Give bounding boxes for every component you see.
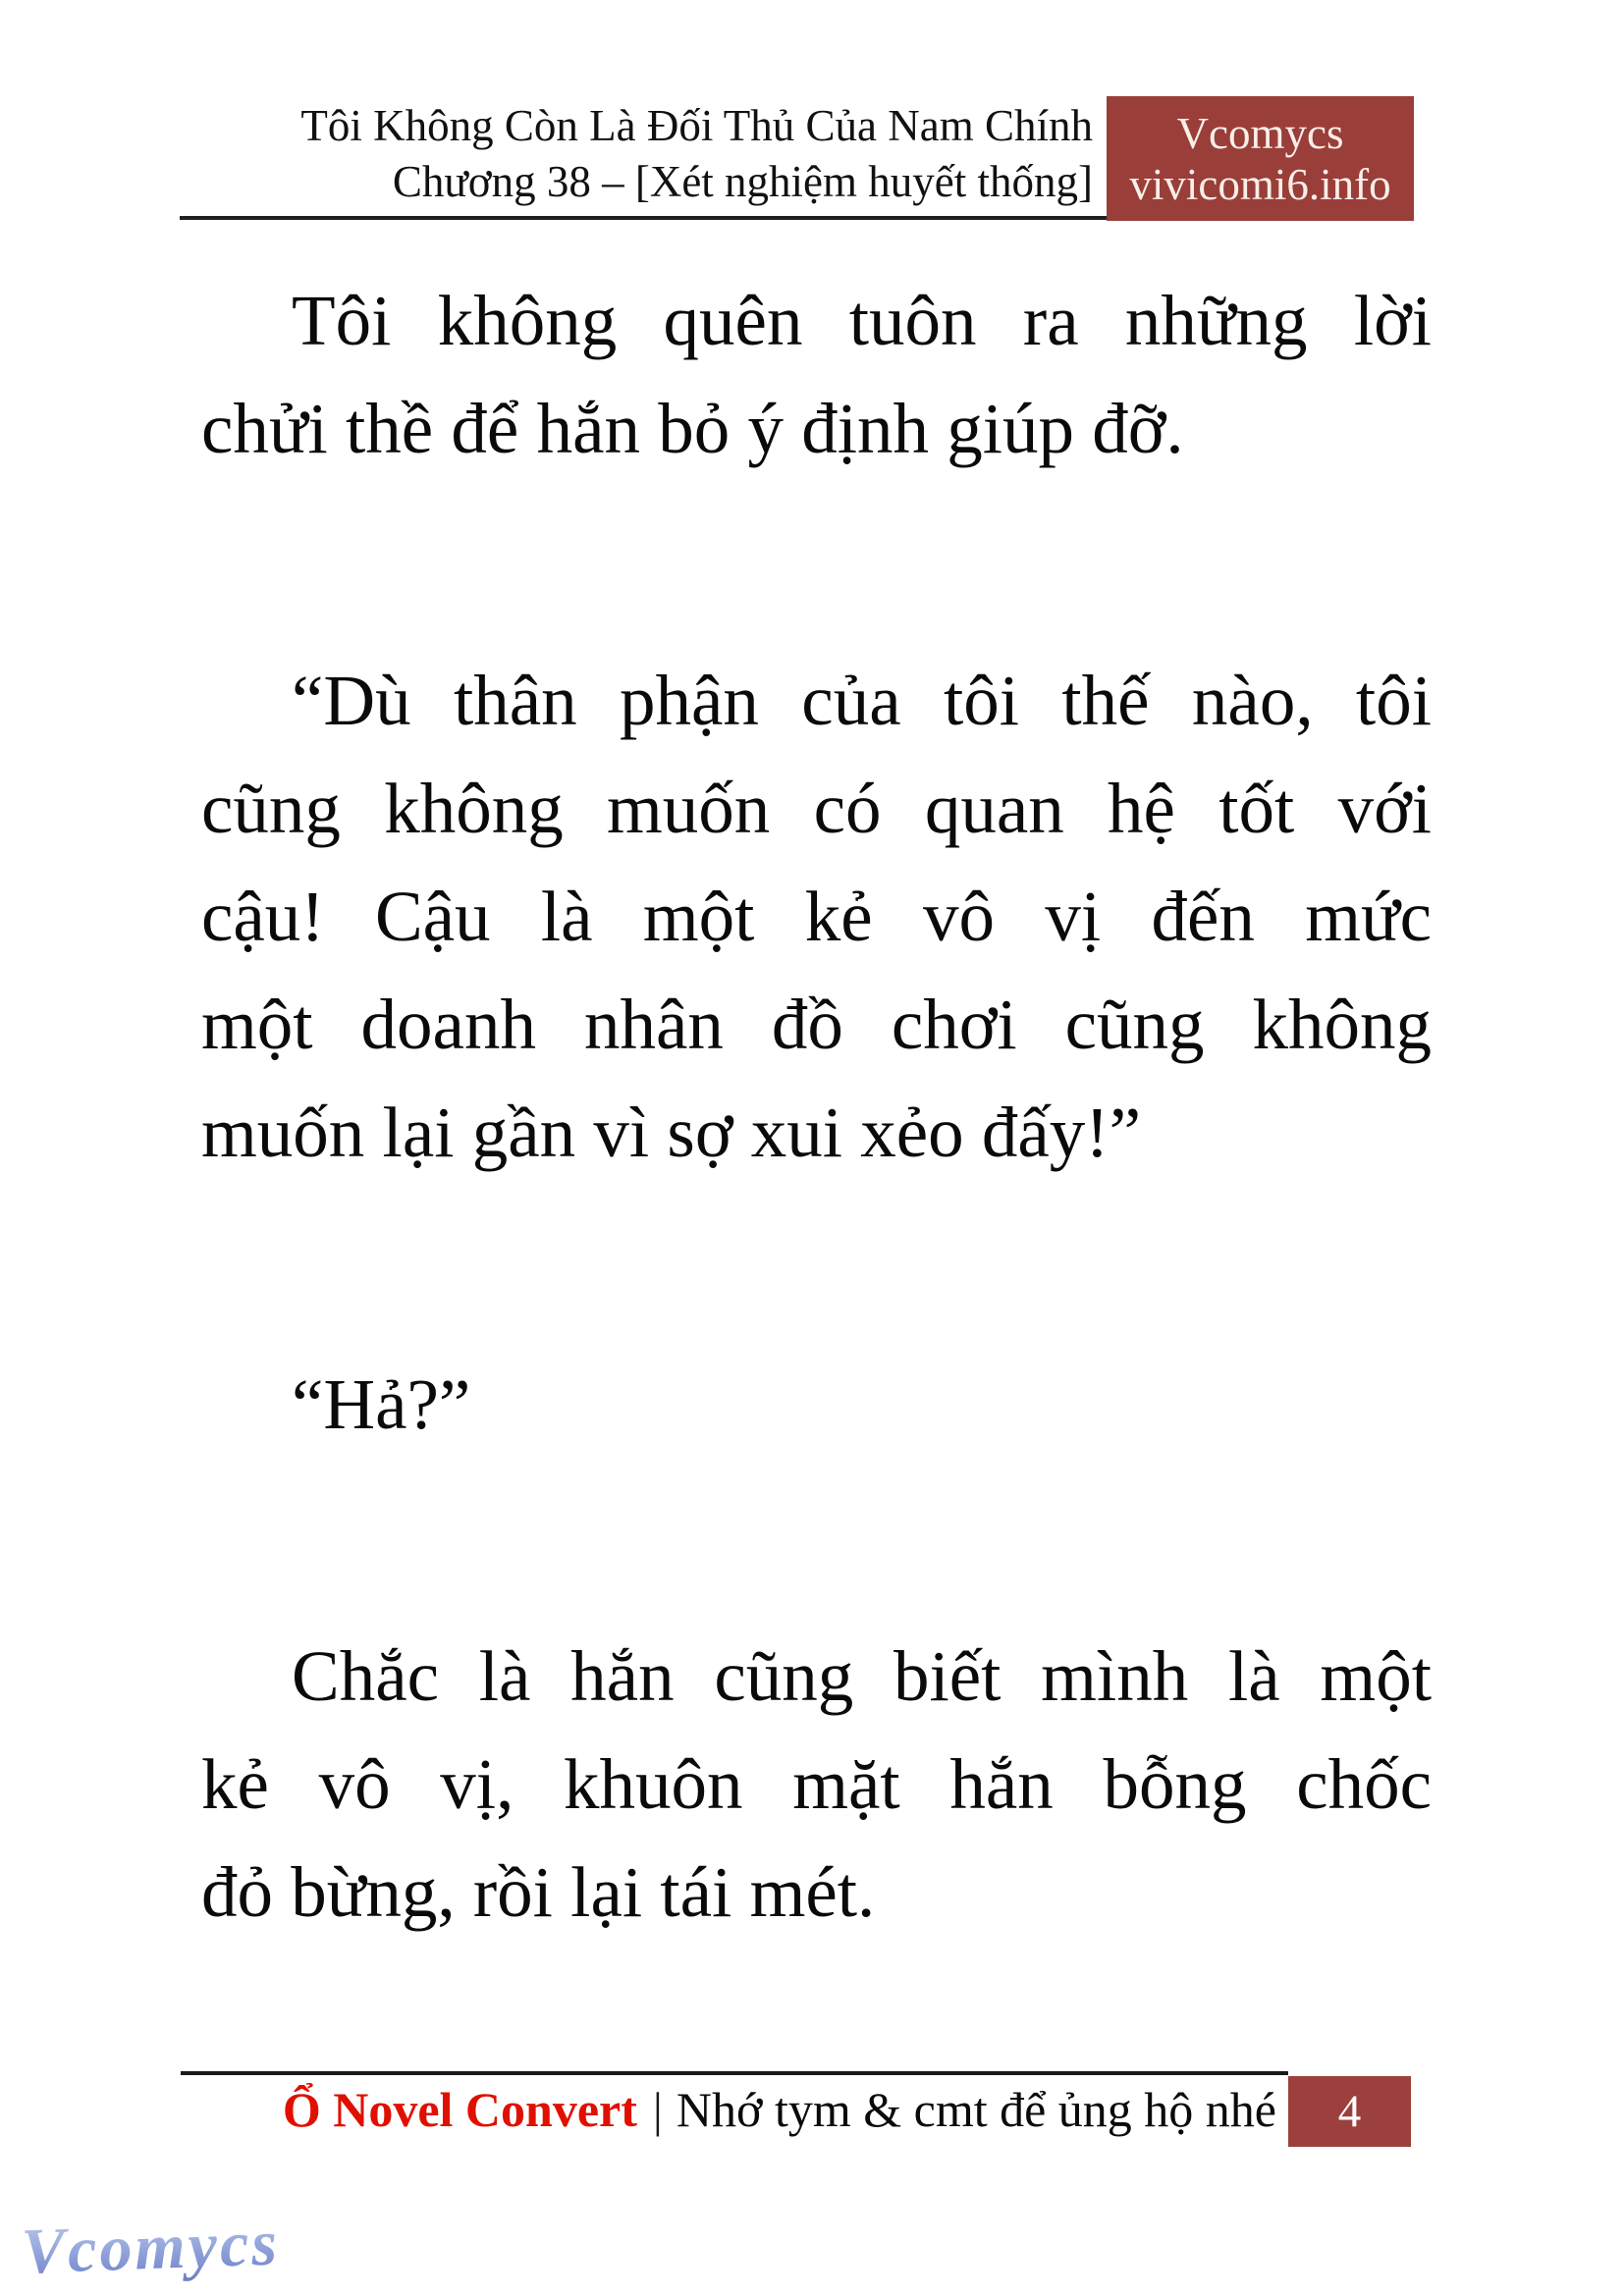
paragraph	[201, 267, 1432, 483]
paragraph	[201, 1623, 1432, 1947]
page-number-box	[1288, 2076, 1411, 2147]
paragraph-line: chửi thề để hắn bỏ ý định giúp đỡ.	[201, 389, 1184, 468]
paragraph-line: một doanh nhân đồ chơi cũng không	[201, 985, 1432, 1064]
paragraph-line: Tôi không quên tuôn ra những lời	[292, 281, 1432, 360]
paragraph	[201, 647, 1432, 1187]
footer-note: Nhớ tym & cmt để ủng hộ nhé	[676, 2082, 1276, 2137]
brand-name: Vcomycs	[1176, 108, 1344, 158]
chapter-header	[180, 98, 1099, 210]
page-number: 4	[1337, 2086, 1362, 2137]
page-body	[201, 267, 1432, 2110]
paragraph-line: “Dù thân phận của tôi thế nào, tôi	[292, 661, 1432, 740]
paragraph-line: đỏ bừng, rồi lại tái mét.	[201, 1852, 876, 1932]
chapter-title: Chương 38 – [Xét nghiệm huyết thống]	[392, 157, 1093, 206]
novel-title: Tôi Không Còn Là Đối Thủ Của Nam Chính	[300, 101, 1093, 150]
header-divider	[180, 216, 1107, 220]
brand-site: vivicomi6.info	[1129, 159, 1391, 209]
paragraph-line: kẻ vô vị, khuôn mặt hắn bỗng chốc	[201, 1744, 1432, 1824]
paragraph	[201, 1351, 1432, 1459]
paragraph-line: muốn lại gần vì sợ xui xẻo đấy!”	[201, 1093, 1141, 1172]
footer-brand: Ổ Novel Convert	[282, 2082, 637, 2137]
paragraph-line: cũng không muốn có quan hệ tốt với	[201, 769, 1432, 848]
translator-brand-box	[1107, 96, 1414, 221]
footer-separator: |	[652, 2082, 663, 2137]
vcomycs-watermark-logo: Vcomycs	[20, 2207, 282, 2288]
footer-credit	[181, 2081, 1276, 2138]
paragraph-line: cậu! Cậu là một kẻ vô vị đến mức	[201, 877, 1432, 956]
paragraph-line: “Hả?”	[292, 1364, 471, 1444]
footer-divider	[181, 2071, 1288, 2075]
paragraph-line: Chắc là hắn cũng biết mình là một	[292, 1636, 1432, 1716]
